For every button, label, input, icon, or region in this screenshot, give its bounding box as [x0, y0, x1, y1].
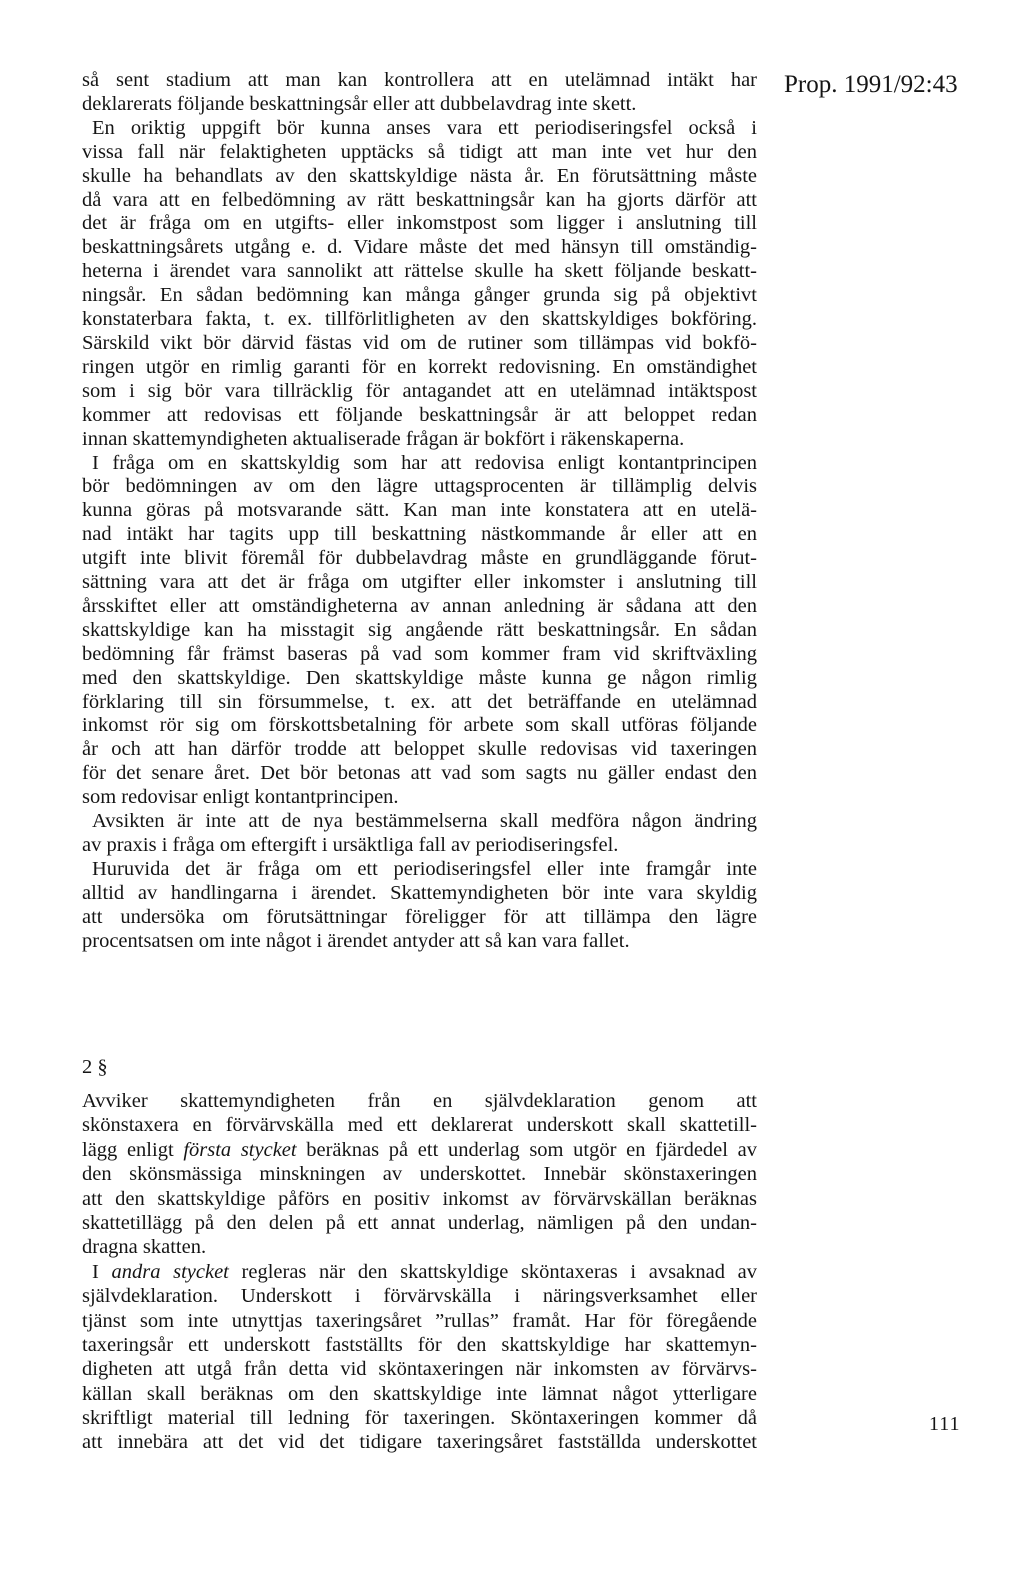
text-line: beskattningsårets utgång e. d. Vidare måste det med hänsyn till omständig-: [82, 236, 757, 259]
text-line: dragna skatten.: [82, 1236, 207, 1259]
text-line: sättning vara att det är fråga om utgifter eller inkomster i anslutning till: [82, 571, 757, 594]
text-line: Avviker skattemyndigheten från en självdeklaration genom att: [82, 1090, 757, 1112]
text-line: bör bedömningen av om den lägre uttagsprocenten är tillämplig delvis: [82, 475, 757, 498]
text-line: inkomst rör sig om förskottsbetalning för arbete som skall utföras följande: [82, 714, 757, 737]
page-number: 111: [929, 1413, 961, 1435]
text-line: tjänst som inte utnyttjas taxeringsåret ”rullas” framåt. Har för föregående: [82, 1309, 757, 1332]
text-line: vissa fall när felaktigheten upptäcks så tidigt att man inte vet hur den: [82, 140, 757, 163]
text-line: ningsår. En sådan bedömning kan många gånger grunda sig på objektivt: [82, 284, 757, 307]
section-2-commentary: [82, 1089, 757, 1455]
text-line: självdeklaration. Underskott i förvärvskälla i näringsverksamhet eller: [82, 1285, 757, 1308]
text-run: regleras när den skattskyldige sköntaxeras i avsaknad av: [228, 1260, 757, 1283]
text-line: procentsatsen om inte något i ärendet antyder att så kan vara fallet.: [82, 929, 630, 952]
text-line: år och att han därför trodde att beloppet skulle redovisas vid taxeringen: [82, 738, 757, 761]
paragraph: [82, 117, 757, 452]
text-line: att undersöka om förutsättningar föreligger för att tillämpa den lägre: [82, 905, 757, 928]
paragraph: [82, 69, 757, 117]
text-line: konstaterbara fakta, t. ex. tillförlitligheten av den skattskyldiges bokföring.: [82, 308, 757, 331]
text-line: alltid av handlingarna i ärendet. Skattemyndigheten bör inte vara skyldig: [82, 881, 757, 904]
text-line: skulle ha behandlats av den skattskyldige nästa år. En förutsättning måste: [82, 164, 757, 187]
paragraph: [82, 1260, 757, 1455]
text-line: att innebära att det vid det tidigare taxeringsåret fastställda underskottet: [82, 1431, 757, 1454]
text-line: årsskiftet eller att omständigheterna av annan anledning är sådana att den: [82, 594, 757, 617]
text-line: skönstaxera en förvärvskälla med ett deklarerat underskott skall skattetill-: [82, 1114, 757, 1137]
text-line: kommer att redovisas ett följande beskattningsår är att beloppet redan: [82, 403, 757, 426]
text-line: som redovisar enligt kontantprincipen.: [82, 786, 399, 809]
text-line: som i sig bör vara tillräcklig för antagandet att en utelämnad intäktspost: [82, 379, 757, 402]
emphasized-text: första stycket: [183, 1138, 297, 1161]
paragraph: [82, 452, 757, 811]
text-line: den skönsmässiga minskningen av underskottet. Innebär skönstaxeringen: [82, 1163, 757, 1186]
text-line: för det senare året. Det bör betonas att vad som sagts nu gäller endast den: [82, 762, 757, 785]
text-line: bedömning får främst baseras på vad som kommer fram vid skriftväxling: [82, 642, 757, 665]
text-line: Huruvida det är fråga om ett periodiseringsfel eller inte framgår inte: [92, 857, 757, 880]
text-run: beräknas på ett underlag som utgör en fjärdedel av: [296, 1138, 757, 1161]
text-run: lägg enligt: [82, 1138, 184, 1161]
text-line: Särskild vikt bör därvid fästas vid om de rutiner som tillämpas vid bokfö-: [82, 331, 757, 354]
text-line: skriftligt material till ledning för taxeringen. Sköntaxeringen kommer då: [82, 1407, 757, 1430]
text-line: skattskyldige kan ha misstagit sig angående rätt beskattningsår. En sådan: [82, 618, 757, 641]
text-line: utgift inte blivit föremål för dubbelavdrag måste en grundläggande förut-: [82, 547, 757, 570]
text-line: digheten att utgå från detta vid sköntaxeringen när inkomsten av förvärvs-: [82, 1358, 757, 1381]
text-line: heterna i ärendet vara sannolikt att rättelse skulle ha skett följande beskatt-: [82, 260, 757, 283]
text-line: [82, 1260, 757, 1284]
body-text-continued: [82, 69, 757, 954]
section-heading-paragraph-2: 2 §: [82, 1056, 108, 1078]
text-line: [82, 1138, 757, 1162]
paragraph: [82, 858, 757, 954]
text-line: ringen utgör en rimlig garanti för en korrekt redovisning. En omständighet: [82, 355, 757, 378]
text-line: kunna göras på motsvarande sätt. Kan man inte konstatera att en utelä-: [82, 499, 757, 522]
text-line: skattetillägg på den delen på ett annat underlag, nämligen på den undan-: [82, 1211, 757, 1234]
text-line: då vara att en felbedömning av rätt beskattningsår kan ha gjorts därför att: [82, 188, 757, 211]
text-line: att den skattskyldige påförs en positiv inkomst av förvärvskällan beräknas: [82, 1187, 757, 1210]
text-line: förklaring till sin försummelse, t. ex. att det beträffande en utelämnad: [82, 690, 757, 713]
paragraph: [82, 1089, 757, 1260]
emphasized-text: andra stycket: [111, 1260, 229, 1283]
text-line: så sent stadium att man kan kontrollera att en utelämnad intäkt har: [82, 69, 757, 91]
text-line: det är fråga om en utgifts- eller inkomstpost som ligger i anslutning till: [82, 212, 757, 235]
paragraph: [82, 810, 757, 858]
text-run: I: [92, 1260, 112, 1283]
text-line: nad intäkt har tagits upp till beskattning nästkommande år eller att en: [82, 523, 757, 546]
text-line: deklarerats följande beskattningsår eller att dubbelavdrag inte skett.: [82, 92, 637, 115]
text-line: taxeringsår ett underskott fastställts för den skattskyldige har skattemyn-: [82, 1333, 757, 1356]
text-line: med den skattskyldige. Den skattskyldige måste kunna ge någon rimlig: [82, 666, 757, 689]
proposition-reference: Prop. 1991/92:43: [784, 71, 958, 98]
text-line: av praxis i fråga om eftergift i ursäktliga fall av periodiseringsfel.: [82, 834, 619, 856]
text-line: En oriktig uppgift bör kunna anses vara ett periodiseringsfel också i: [92, 116, 757, 139]
text-line: innan skattemyndigheten aktualiserade frågan är bokfört i räkenskaperna.: [82, 427, 685, 450]
text-line: I fråga om en skattskyldig som har att redovisa enligt kontantprincipen: [92, 451, 757, 474]
text-line: Avsikten är inte att de nya bestämmelserna skall medföra någon ändring: [92, 810, 757, 833]
text-line: källan skall beräknas om den skattskyldige inte lämnat något ytterligare: [82, 1382, 757, 1405]
